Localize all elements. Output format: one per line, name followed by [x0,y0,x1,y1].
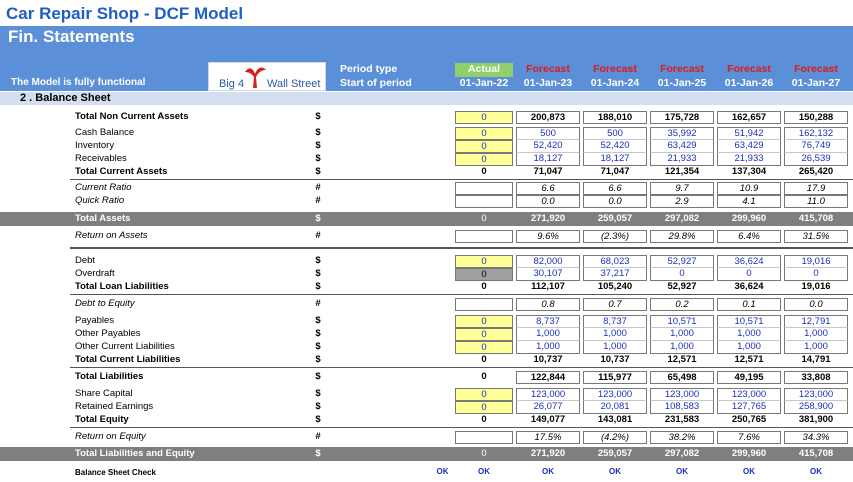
cell[interactable]: 11.0 [784,195,848,208]
row-label: Return on Assets [75,230,148,241]
cell[interactable]: 1,000 [717,341,781,354]
section-header [0,91,853,105]
row-label: Quick Ratio [75,195,125,206]
cell[interactable]: 123,000 [717,388,781,401]
cell[interactable]: 52,420 [516,140,580,153]
row-debt-to-equity [0,298,853,311]
row-unit: $ [315,268,321,279]
row-debt [0,255,853,268]
cell[interactable]: 12,571 [734,354,764,365]
row-unit: $ [315,414,321,425]
cell[interactable]: 35,992 [650,127,714,140]
column-type-2: Forecast [593,63,637,75]
cell[interactable]: 299,960 [731,213,767,224]
cell[interactable]: 231,583 [664,414,700,425]
cell[interactable]: 26,539 [784,153,848,166]
cell[interactable]: 1,000 [583,328,647,341]
cell[interactable]: 137,304 [731,166,767,177]
period-type-label: Period type [340,63,398,75]
balance-check-ok: OK [743,467,755,476]
row-return-on-assets [0,230,853,243]
cell[interactable]: 18,127 [583,153,647,166]
cell[interactable]: 1,000 [784,341,848,354]
cell[interactable]: (2.3%) [583,230,647,243]
column-type-1: Forecast [526,63,570,75]
row-label: Cash Balance [75,127,135,138]
cell[interactable]: 1,000 [516,328,580,341]
row-label: Total Non Current Assets [75,111,189,122]
cell[interactable]: 8,737 [583,315,647,328]
cell[interactable]: 127,765 [717,401,781,414]
row-label: Debt [75,255,96,266]
column-type-5: Forecast [794,63,838,75]
cell[interactable]: 63,429 [717,140,781,153]
functional-note: The Model is fully functional [11,77,146,88]
column-type-0: Actual [455,63,513,77]
row-payables [0,315,853,328]
row-label: Share Capital [75,388,133,399]
cell[interactable]: 52,420 [583,140,647,153]
cell[interactable]: 271,920 [530,213,566,224]
divider [70,247,853,249]
cell[interactable]: 21,933 [717,153,781,166]
row-label: Overdraft [75,268,115,279]
cell[interactable]: 0 [650,268,714,281]
cell[interactable]: 52,927 [667,281,697,292]
divider [70,294,853,295]
sheet-subtitle: Fin. Statements [8,27,135,46]
cell[interactable]: 0.0 [583,195,647,208]
row-unit: # [315,230,321,241]
row-unit: # [315,298,321,309]
cell[interactable]: 37,217 [583,268,647,281]
cell[interactable]: 51,942 [717,127,781,140]
cell[interactable]: 10,571 [650,315,714,328]
row-receivables [0,153,853,166]
cell-actual [455,431,513,444]
cell[interactable]: 265,420 [798,166,834,177]
cell[interactable]: 1,000 [717,328,781,341]
section-title: 2 . Balance Sheet [20,92,111,104]
cell-actual[interactable]: 0 [481,166,487,177]
logo-text-right: Wall Street [267,78,321,90]
row-label: Retained Earnings [75,401,154,412]
row-unit: $ [315,153,321,164]
cell[interactable]: 76,749 [784,140,848,153]
cell[interactable]: 299,960 [731,448,767,459]
row-total-liabilities [0,371,853,384]
cell[interactable]: 1,000 [650,328,714,341]
cell[interactable]: 297,082 [664,448,700,459]
cell[interactable]: 123,000 [583,388,647,401]
cell[interactable]: 1,000 [650,341,714,354]
cell[interactable]: 2.9 [650,195,714,208]
row-inventory [0,140,853,153]
row-total-non-current-assets [0,111,853,124]
cell-actual[interactable]: 0 [455,401,513,414]
cell[interactable]: 65,498 [650,371,714,384]
row-other-payables [0,328,853,341]
cell[interactable]: 259,057 [597,213,633,224]
cell-actual[interactable]: 0 [481,354,487,365]
cell-actual[interactable]: 0 [455,341,513,354]
row-label: Receivables [75,153,127,164]
row-label: Total Equity [75,414,129,425]
cell[interactable]: 10,737 [533,354,563,365]
row-label: Total Loan Liabilities [75,281,169,292]
balance-check-ok: OK [478,467,490,476]
cell[interactable]: 10.9 [717,182,781,195]
row-unit: $ [315,388,321,399]
row-unit: $ [315,127,321,138]
column-date-4: 01-Jan-26 [724,77,774,89]
cell[interactable]: 36,624 [734,281,764,292]
balance-check-ok: OK [609,467,621,476]
cell[interactable]: 297,082 [664,213,700,224]
cell[interactable]: 122,844 [516,371,580,384]
row-unit: $ [315,255,321,266]
cell[interactable]: 105,240 [597,281,633,292]
balance-check-label: Balance Sheet Check [75,468,156,477]
cell-actual[interactable]: 0 [481,371,487,382]
cell[interactable]: 500 [583,127,647,140]
cell[interactable]: 162,657 [717,111,781,124]
cell[interactable]: 0 [717,268,781,281]
cell[interactable]: 415,708 [798,213,834,224]
cell[interactable]: 259,057 [597,448,633,459]
row-unit: $ [315,371,321,382]
cell-actual[interactable]: 0 [455,111,513,124]
cell[interactable]: 49,195 [717,371,781,384]
cell[interactable]: 271,920 [530,448,566,459]
cell-actual [455,195,513,208]
row-quick-ratio [0,195,853,208]
row-label: Return on Equity [75,431,146,442]
row-unit: # [315,182,321,193]
cell[interactable]: 9.6% [516,230,580,243]
row-label: Total Liabilities and Equity [75,448,195,459]
cell[interactable]: 1,000 [583,341,647,354]
row-label: Total Current Liabilities [75,354,181,365]
row-total-liabilities-and-equity [0,447,853,461]
cell[interactable]: 9.7 [650,182,714,195]
cell[interactable]: 19,016 [801,281,831,292]
cell[interactable]: 6.4% [717,230,781,243]
cell-actual[interactable]: 0 [481,448,487,459]
balance-check-ok: OK [810,467,822,476]
cell[interactable]: 17.5% [516,431,580,444]
company-logo [208,62,326,91]
row-unit: $ [315,281,321,292]
cell-actual[interactable]: 0 [455,255,513,268]
cell[interactable]: 12,791 [784,315,848,328]
row-label: Current Ratio [75,182,132,193]
cell[interactable]: 162,132 [784,127,848,140]
cell[interactable]: 20,081 [583,401,647,414]
eagle-icon [243,64,267,90]
cell-actual [455,298,513,311]
row-cash-balance [0,127,853,140]
cell[interactable]: 14,791 [801,354,831,365]
cell[interactable]: 175,728 [650,111,714,124]
row-retained-earnings [0,401,853,414]
cell[interactable]: 108,583 [650,401,714,414]
cell[interactable]: 71,047 [600,166,630,177]
cell-actual[interactable]: 0 [481,213,487,224]
model-title: Car Repair Shop - DCF Model [6,4,244,23]
divider [70,179,853,180]
row-unit: $ [315,213,321,224]
cell[interactable]: 112,107 [531,281,565,292]
row-total-current-assets [0,166,853,179]
column-date-3: 01-Jan-25 [657,77,707,89]
cell[interactable]: 63,429 [650,140,714,153]
row-label: Debt to Equity [75,298,135,309]
cell[interactable]: 1,000 [516,341,580,354]
cell[interactable]: 21,933 [650,153,714,166]
row-share-capital [0,388,853,401]
cell[interactable]: 200,873 [516,111,580,124]
cell[interactable]: 38.2% [650,431,714,444]
cell[interactable]: 0.8 [516,298,580,311]
column-date-0: 01-Jan-22 [459,77,509,89]
cell[interactable]: 7.6% [717,431,781,444]
cell-actual [455,230,513,243]
cell[interactable]: 188,010 [583,111,647,124]
cell[interactable]: 19,016 [784,255,848,268]
column-type-3: Forecast [660,63,704,75]
cell[interactable]: 150,288 [784,111,848,124]
cell[interactable]: 0.0 [784,298,848,311]
start-period-label: Start of period [340,77,412,89]
cell[interactable]: 250,765 [731,414,767,425]
row-current-ratio [0,182,853,195]
cell[interactable]: 18,127 [516,153,580,166]
row-unit: $ [315,166,321,177]
cell[interactable]: 121,354 [664,166,700,177]
cell[interactable]: 0.0 [516,195,580,208]
cell[interactable]: 82,000 [516,255,580,268]
balance-check-ok: OK [676,467,688,476]
logo-text-left: Big 4 [219,78,245,90]
cell[interactable]: 6.6 [516,182,580,195]
cell[interactable]: 30,107 [516,268,580,281]
row-unit: $ [315,315,321,326]
cell-actual[interactable]: 0 [481,414,487,425]
cell[interactable]: (4.2%) [583,431,647,444]
row-unit: $ [315,401,321,412]
row-total-assets [0,212,853,226]
row-total-loan-liabilities [0,281,853,294]
cell[interactable]: 258,900 [784,401,848,414]
row-total-equity [0,414,853,427]
balance-check-summary: OK [436,467,449,476]
cell[interactable]: 10,571 [717,315,781,328]
cell[interactable]: 4.1 [717,195,781,208]
cell[interactable]: 115,977 [583,371,647,384]
column-date-5: 01-Jan-27 [791,77,841,89]
row-label: Other Payables [75,328,141,339]
cell-actual[interactable]: 0 [455,268,513,281]
row-unit: $ [315,111,321,122]
column-type-4: Forecast [727,63,771,75]
row-unit: $ [315,341,321,352]
column-date-1: 01-Jan-23 [523,77,573,89]
row-total-current-liabilities [0,354,853,367]
cell[interactable]: 0 [784,268,848,281]
row-label: Other Current Liabilities [75,341,175,352]
row-return-on-equity [0,431,853,444]
row-unit: $ [315,448,321,459]
cell[interactable]: 143,081 [597,414,633,425]
row-label: Payables [75,315,115,326]
cell[interactable]: 12,571 [667,354,697,365]
cell[interactable]: 31.5% [784,230,848,243]
cell[interactable]: 8,737 [516,315,580,328]
cell[interactable]: 52,927 [650,255,714,268]
row-unit: # [315,431,321,442]
cell[interactable]: 149,077 [530,414,566,425]
cell[interactable]: 10,737 [600,354,630,365]
cell[interactable]: 123,000 [784,388,848,401]
cell-actual[interactable]: 0 [455,153,513,166]
cell-actual[interactable]: 0 [455,315,513,328]
column-date-2: 01-Jan-24 [590,77,640,89]
cell[interactable]: 68,023 [583,255,647,268]
row-label: Total Current Assets [75,166,168,177]
cell[interactable]: 381,900 [798,414,834,425]
cell[interactable]: 34.3% [784,431,848,444]
cell[interactable]: 29.8% [650,230,714,243]
row-label: Total Assets [75,213,131,224]
cell-actual[interactable]: 0 [455,388,513,401]
cell[interactable]: 71,047 [533,166,563,177]
row-label: Total Liabilities [75,371,144,382]
cell[interactable]: 6.6 [583,182,647,195]
cell-actual [455,182,513,195]
cell[interactable]: 123,000 [650,388,714,401]
cell[interactable]: 26,077 [516,401,580,414]
cell[interactable]: 500 [516,127,580,140]
cell-actual[interactable]: 0 [455,127,513,140]
cell-actual[interactable]: 0 [455,328,513,341]
cell-actual[interactable]: 0 [455,140,513,153]
divider [70,427,853,428]
balance-check-ok: OK [542,467,554,476]
row-label: Inventory [75,140,115,151]
cell[interactable]: 0.2 [650,298,714,311]
divider [70,367,853,368]
cell[interactable]: 0.1 [717,298,781,311]
row-overdraft [0,268,853,281]
cell[interactable]: 36,624 [717,255,781,268]
cell[interactable]: 17.9 [784,182,848,195]
row-unit: $ [315,328,321,339]
row-unit: # [315,195,321,206]
cell[interactable]: 415,708 [798,448,834,459]
cell[interactable]: 33,808 [784,371,848,384]
row-unit: $ [315,354,321,365]
cell[interactable]: 1,000 [784,328,848,341]
row-unit: $ [315,140,321,151]
cell-actual[interactable]: 0 [481,281,487,292]
cell[interactable]: 123,000 [516,388,580,401]
cell[interactable]: 0.7 [583,298,647,311]
row-other-current-liabilities [0,341,853,354]
